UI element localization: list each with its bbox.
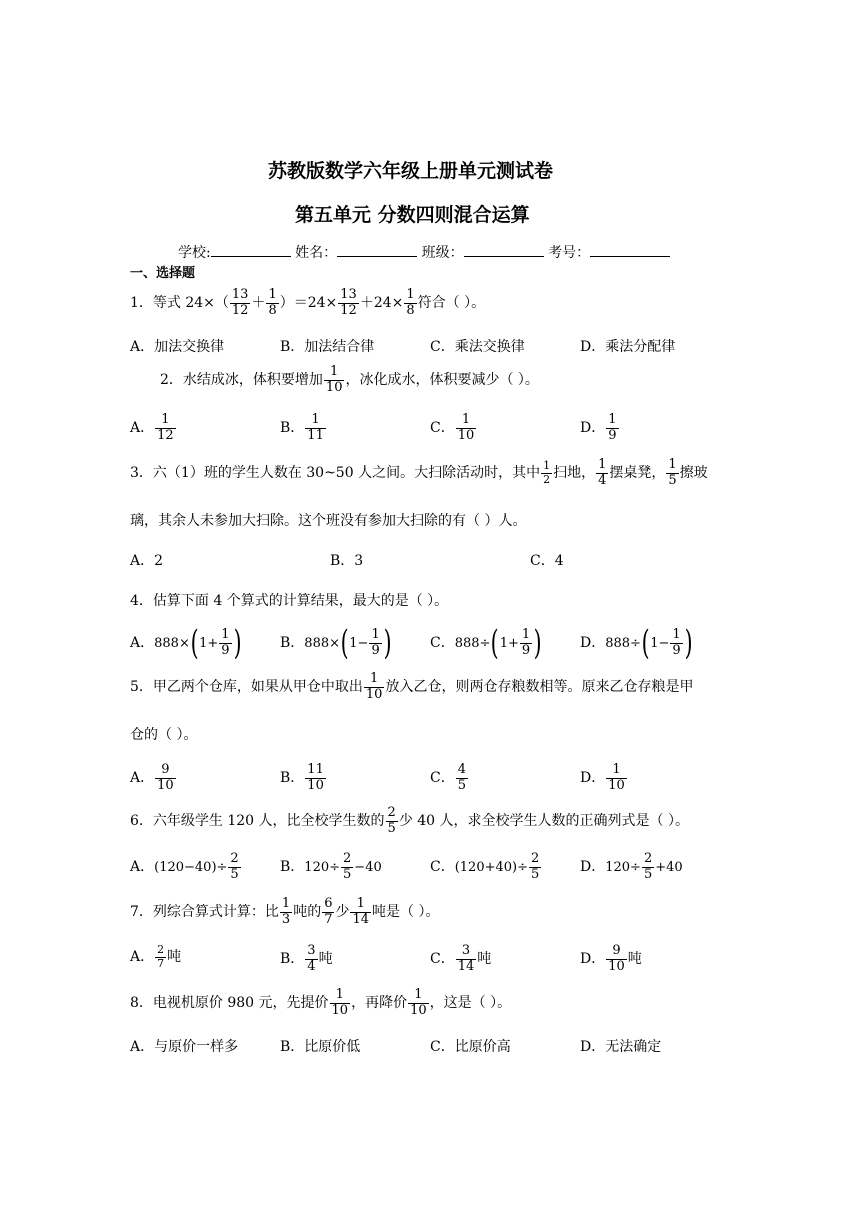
question-1: 1．等式 24×（ $\frac{13}{12}$ ＋ $\frac{1}{8}$ ）＝24× $\frac{13}{12}$ ＋24× $\frac{1}{8}$ 符合（ ）。 [130,287,486,318]
question-2: 2．水结成冰，体积要增加 $\frac{1}{10}$ ，冰化成水，体积要减少（ ）。 [160,364,539,395]
q6-option-b[interactable]: B．120÷ $\frac{2}{5}$ −40 [280,851,382,882]
question-5-line-2: 仓的（ ）。 [130,727,198,743]
q3-option-b[interactable]: B．3 [330,553,364,569]
section-heading: 一、选择题 [130,266,196,281]
question-3-line-2: 璃，其余人未参加大扫除。这个班没有参加大扫除的有（ ）人。 [130,513,527,529]
fraction: $\frac{13}{12}$ [340,287,357,318]
question-7: 7．列综合算式计算：比 $\frac{1}{3}$ 吨的 $\frac{6}{7}$ 少 $\frac{1}{14}$ 吨是（ ）。 [130,896,440,927]
q4-option-a[interactable]: A．888×(1+ $\frac{1}{9}$ ) [130,623,242,663]
q2-option-a[interactable]: A． $\frac{1}{12}$ [130,412,174,443]
fraction: $\frac{2}{5}$ [387,805,396,836]
q4-option-b[interactable]: B．888×(1− $\frac{1}{9}$ ) [280,623,392,663]
q4-option-d[interactable]: D．888÷(1− $\frac{1}{9}$ ) [580,623,693,663]
fraction: $\frac{1}{3}$ [281,896,291,927]
q5-option-d[interactable]: D． $\frac{1}{10}$ [580,762,625,793]
q6-option-c[interactable]: C．(120+40)÷ $\frac{2}{5}$ [430,851,540,882]
fraction: $\frac{1}{10}$ [325,364,343,395]
page-subtitle: 第五单元 分数四则混合运算 [295,204,530,226]
question-3: 3．六（1）班的学生人数在 30~50 人之间。大扫除活动时，其中 $\frac{1}{2}$ 扫地， $\frac{1}{4}$ 摆桌凳， $\frac{1}{5}$ 擦玻 [130,457,708,488]
name-label: 姓名： [295,245,338,261]
fraction: $\frac{1}{10}$ [365,671,383,702]
question-4: 4．估算下面 4 个算式的计算结果，最大的是（ ）。 [130,593,449,609]
q8-option-a[interactable]: A．与原价一样多 [130,1039,239,1055]
fraction: $\frac{6}{7}$ [324,896,333,927]
question-8: 8．电视机原价 980 元，先提价 $\frac{1}{10}$ ，再降价 $\frac{1}{10}$ ，这是（ ）。 [130,987,512,1018]
q1-option-b[interactable]: B．加法结合律 [280,339,375,355]
q6-option-a[interactable]: A．(120−40)÷ $\frac{2}{5}$ [130,851,239,882]
q5-option-c[interactable]: C． $\frac{4}{5}$ [430,762,466,793]
fraction: $\frac{1}{14}$ [352,896,370,927]
q8-option-d[interactable]: D．无法确定 [580,1039,662,1055]
q7-option-c[interactable]: C． $\frac{3}{14}$ 吨 [430,943,492,974]
fraction: $\frac{13}{12}$ [231,287,249,318]
fraction: $\frac{1}{10}$ [331,987,349,1018]
exam-no-blank[interactable] [590,244,670,257]
name-blank[interactable] [337,244,417,257]
q5-option-b[interactable]: B． $\frac{11}{10}$ [280,762,324,793]
fraction: $\frac{1}{2}$ [543,459,551,486]
q8-option-c[interactable]: C．比原价高 [430,1039,511,1055]
q2-option-b[interactable]: B． $\frac{1}{11}$ [280,412,324,443]
q1-option-a[interactable]: A．加法交换律 [130,339,225,355]
q2-option-d[interactable]: D． $\frac{1}{9}$ [580,412,617,443]
class-label: 班级： [421,245,464,261]
q1-option-d[interactable]: D．乘法分配律 [580,339,676,355]
school-blank[interactable] [211,244,291,257]
class-blank[interactable] [464,244,544,257]
fraction: $\frac{1}{8}$ [406,287,415,318]
q2-option-c[interactable]: C． $\frac{1}{10}$ [430,412,475,443]
question-5: 5．甲乙两个仓库，如果从甲仓中取出 $\frac{1}{10}$ 放入乙仓，则两仓存粮数相等。原来乙仓存粮是甲 [130,671,694,702]
q4-option-c[interactable]: C．888÷(1+ $\frac{1}{9}$ ) [430,623,542,663]
fraction: $\frac{1}{10}$ [410,987,427,1018]
q5-option-a[interactable]: A． $\frac{9}{10}$ [130,762,174,793]
question-6: 6．六年级学生 120 人，比全校学生数的 $\frac{2}{5}$ 少 40 人，求全校学生人数的正确列式是（ ）。 [130,805,689,836]
q3-option-c[interactable]: C．4 [530,553,564,569]
q7-option-a[interactable]: A． $\frac{2}{7}$ 吨 [130,943,182,970]
fraction: $\frac{1}{8}$ [268,287,277,318]
fraction: $\frac{1}{5}$ [668,457,677,488]
q6-option-d[interactable]: D．120÷ $\frac{2}{5}$ +40 [580,851,683,882]
q7-option-d[interactable]: D． $\frac{9}{10}$ 吨 [580,943,642,974]
q8-option-b[interactable]: B．比原价低 [280,1039,361,1055]
student-info-line [178,244,670,260]
school-label: 学校: [178,245,211,261]
page-title: 苏教版数学六年级上册单元测试卷 [268,160,554,182]
exam-no-label: 考号： [548,245,591,261]
q7-option-b[interactable]: B． $\frac{3}{4}$ 吨 [280,943,333,974]
fraction: $\frac{1}{4}$ [598,457,607,488]
q1-option-c[interactable]: C．乘法交换律 [430,339,525,355]
q3-option-a[interactable]: A．2 [130,553,164,569]
